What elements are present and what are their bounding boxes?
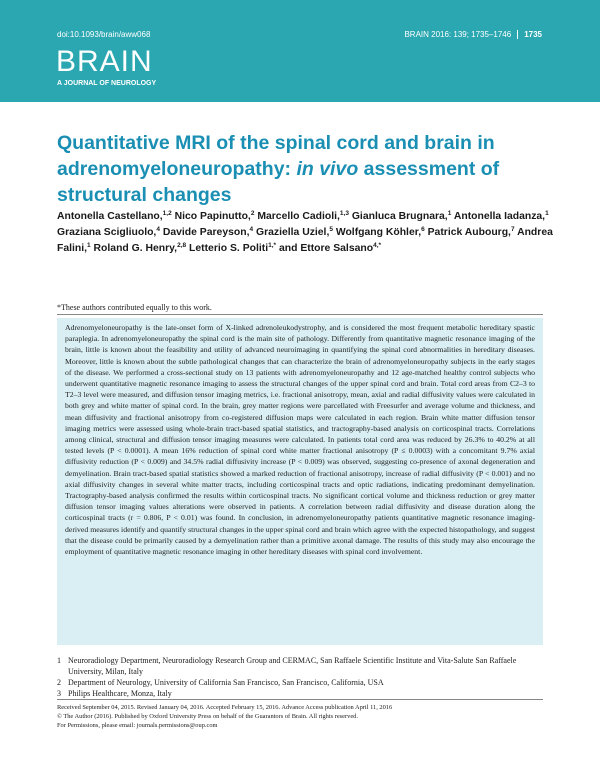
author-name: Letterio S. Politi: [189, 243, 269, 254]
affiliation-item: [57, 655, 547, 677]
header-divider: [517, 30, 518, 39]
article-history: [57, 703, 547, 730]
author-list: [57, 209, 557, 257]
affiliations-list: [57, 655, 547, 699]
author-affiliation-sup: 4: [249, 226, 254, 233]
author-affiliation-sup: 1: [545, 210, 549, 217]
author-affiliation-sup: 1: [447, 210, 452, 217]
equal-contribution-note: *These authors contributed equally to this work.: [57, 303, 212, 312]
author-affiliation-sup: 7: [510, 226, 515, 233]
doi-link[interactable]: doi:10.1093/brain/aww068: [57, 30, 151, 39]
journal-reference: BRAIN 2016: 139; 1735–1746: [404, 30, 512, 39]
author-affiliation-sup: 1,2: [162, 210, 172, 217]
page-number: 1735: [524, 30, 542, 39]
affiliation-item: [57, 688, 547, 699]
abstract-box: Adrenomyeloneuropathy is the late-onset form of X-linked adrenoleukodystrophy, and is considered the most frequent metabolic hereditary spastic paraplegia. In adrenomyeloneuropathy the spinal cord is the main site of pathology. Differently from quantitative magnetic resonance imaging of the brain, little is known about the feasibility and utility of advanced neuroimaging in quantifying the spinal cord abnormalities in hereditary diseases. Moreover, little is known about the subtle pathological changes that can characterize the brain of adrenomyeloneuropathy subjects in the early stages of the disease. We performed a cross-sectional study on 13 patients with adrenomyeloneuropathy and 12 age-matched healthy control subjects who underwent quantitative magnetic resonance imaging to assess the structural changes of the upper spinal cord and brain. Total cord areas from C2–3 to T2–3 level were measured, and diffusion tensor imaging metrics, i.e. fractional anisotropy, mean, axial and radial diffusivity values were calculated in both grey and white matter of spinal cord. In the brain, grey matter regions were parcellated with Freesurfer and average volume and thickness, and mean diffusivity and fractional anisotropy from co-registered diffusion maps were calculated in each region. Brain white matter diffusion tensor imaging metrics were assessed using whole-brain tract-based spatial statistics, and tractography-based analysis on corticospinal tracts. Correlations among clinical, structural and diffusion tensor imaging measures were calculated. In patients total cord area was reduced by 26.3% to 40.2% at all tested levels (P < 0.0001). A mean 16% reduction of spinal cord white matter fractional anisotropy (P ≤ 0.0003) with a concomitant 9.7% axial diffusivity reduction (P < 0.009) and 34.5% radial diffusivity increase (P < 0.009) was observed, suggesting co-presence of axonal degeneration and demyelination. Brain tract-based spatial statistics showed a marked reduction of fractional anisotropy, increase of radial diffusivity (P < 0.001) and no axial diffusivity changes in several white matter tracts, including corticospinal tracts and optic radiations, indicating predominant demyelination. Tractography-based analysis confirmed the results within corticospinal tracts. No significant cortical volume and thickness reduction or grey matter diffusion tensor imaging values alterations were observed in patients. A correlation between radial diffusivity and disease duration along the corticospinal tracts (r = 0.806, P < 0.01) was found. In conclusion, in adrenomyeloneuropathy patients quantitative magnetic resonance imaging-derived measures identify and quantify structural changes in the upper spinal cord and brain which agree with the expected histopathology, and suggest that the disease could be primarily caused by a demyelination rather than a primitive axonal damage. The results of this study may also encourage the employment of quantitative magnetic resonance imaging in other hereditary diseases with spinal cord involvement.: [57, 318, 543, 645]
affiliation-number: 2: [57, 678, 61, 687]
title-text-2: assessment of structural changes: [57, 158, 500, 206]
author-name: Davide Pareyson,: [162, 227, 250, 238]
author-name: Roland G. Henry,: [93, 243, 178, 254]
author-affiliation-sup: 4,*: [373, 242, 382, 249]
author-affiliation-sup: 6: [421, 226, 425, 233]
journal-subtitle: A JOURNAL OF NEUROLOGY: [57, 80, 157, 87]
author-name: Patrick Aubourg,: [427, 227, 511, 238]
affiliation-number: 1: [57, 656, 61, 665]
title-italic: in vivo: [296, 158, 359, 180]
running-header: [404, 30, 542, 39]
author-name: Gianluca Brugnara,: [351, 211, 448, 222]
copyright-line: © The Author (2016). Published by Oxford University Press on behalf of the Guarantors of Brain. All rights reserved.: [57, 713, 358, 720]
affiliation-number: 3: [57, 689, 61, 698]
author-name: Graziana Scigliuolo,: [57, 227, 157, 238]
permissions-line: For Permissions, please email: journals.permissions@oup.com: [57, 722, 218, 729]
author-name: Wolfgang Köhler,: [335, 227, 422, 238]
author-affiliation-sup: 4: [156, 226, 160, 233]
author-name: Antonella Castellano,: [57, 211, 163, 222]
affiliation-text: Neuroradiology Department, Neuroradiology Research Group and CERMAC, San Raffaele Scientific Institute and Vita-Salute San Raffaele University, Milan, Italy: [68, 656, 517, 676]
author-name: Antonella Iadanza,: [453, 211, 546, 222]
journal-logo: BRAIN: [56, 45, 153, 78]
affiliation-item: [57, 677, 547, 688]
journal-header-band: [0, 0, 600, 102]
author-name: Marcello Cadioli,: [257, 211, 340, 222]
article-title: [57, 130, 557, 208]
title-text-1: Quantitative MRI of the spinal cord and brain in adrenomyeloneuropathy:: [57, 132, 495, 180]
author-name: and Ettore Salsano: [278, 243, 374, 254]
received-dates: Received September 04, 2015. Revised January 04, 2016. Accepted February 15, 2016. Advance Access publication April 11, 2016: [57, 704, 393, 711]
author-affiliation-sup: 1: [87, 242, 91, 249]
divider-rule: [57, 314, 543, 315]
affiliation-text: Department of Neurology, University of California San Francisco, San Francisco, California, USA: [68, 678, 384, 687]
author-name: Graziella Uziel,: [255, 227, 330, 238]
author-affiliation-sup: 5: [329, 226, 333, 233]
author-affiliation-sup: 1,*: [268, 242, 277, 249]
author-affiliation-sup: 1,3: [339, 210, 349, 217]
author-name: Nico Papinutto,: [174, 211, 251, 222]
author-affiliation-sup: 2: [250, 210, 255, 217]
affiliation-text: Philips Healthcare, Monza, Italy: [68, 689, 172, 698]
divider-rule-bottom: [57, 699, 543, 700]
author-affiliation-sup: 2,8: [177, 242, 187, 249]
author-name: Andrea Falini,: [57, 227, 553, 254]
